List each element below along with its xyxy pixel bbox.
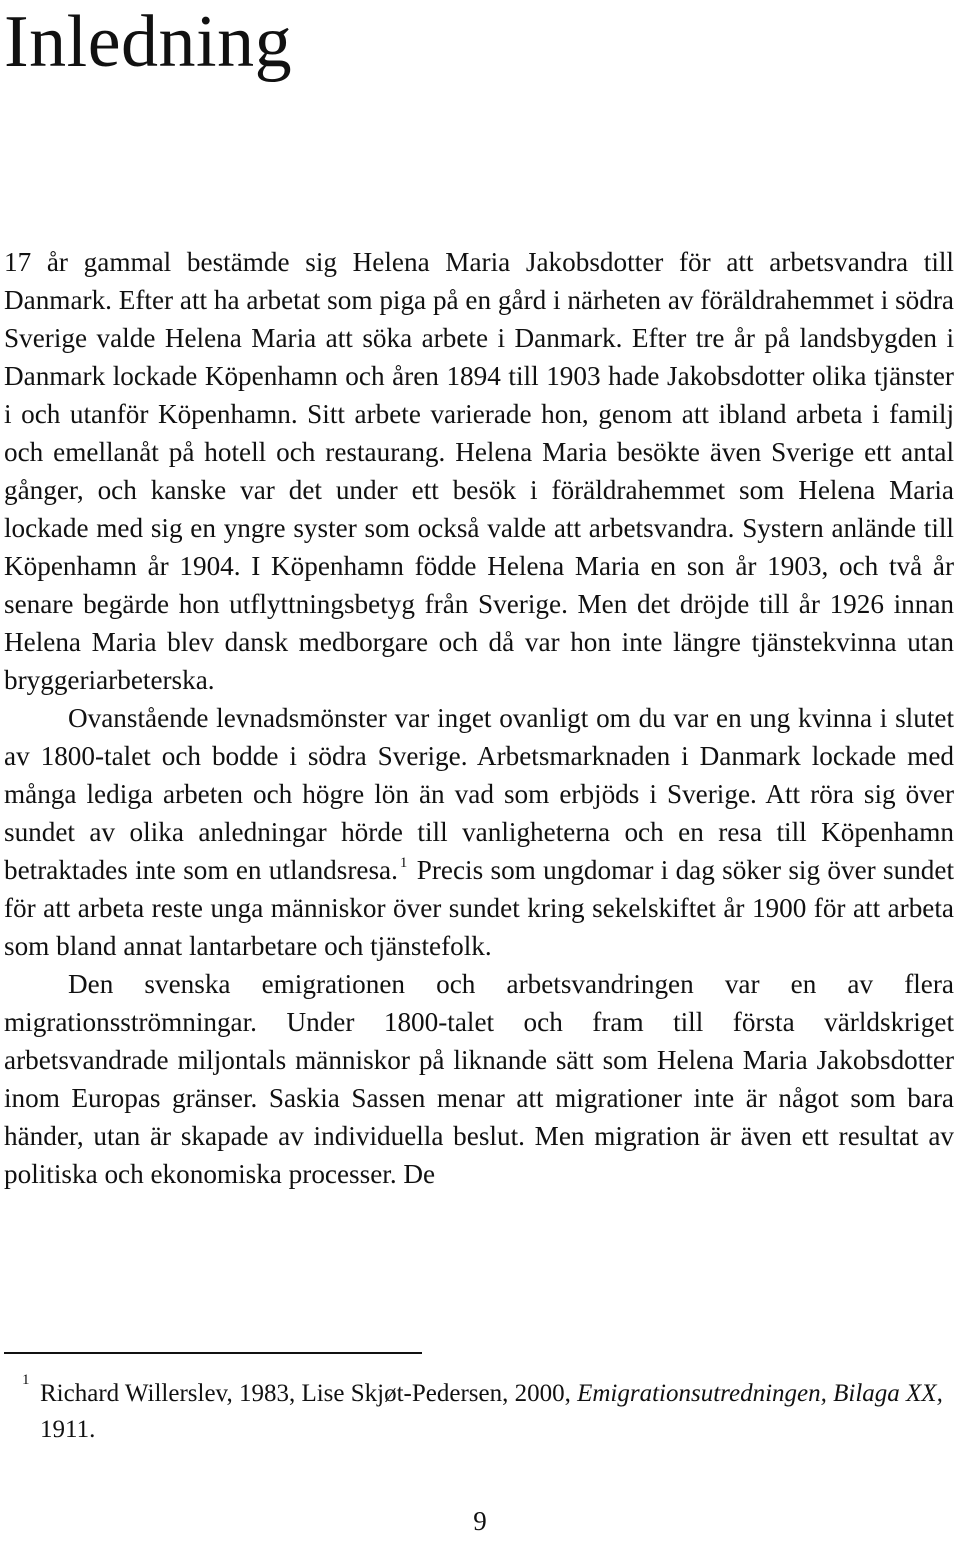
paragraph-2 (4, 699, 954, 965)
page-title: Inledning (4, 1, 293, 83)
paragraph-2-text-before-note: Ovanstående levnadsmönster var inget ovanligt om du var en ung kvinna i slutet av 1800-talet och bodde i södra Sverige. Arbetsmarknaden i Danmark lockade med många lediga arbeten och högre lön än vad som erbjöds i Sverige. Att röra sig över sundet av olika anledningar hörde till vanligheterna och en resa till Köpenhamn betraktades inte som en utlandsresa. (4, 703, 954, 885)
footnote-text (4, 1376, 954, 1448)
footnote-year: 1911. (40, 1416, 96, 1443)
footnote-title: Emigrationsutredningen, Bilaga XX, (577, 1380, 943, 1407)
paragraph-3: Den svenska emigrationen och arbetsvandringen var en av flera migrationsströmningar. Under 1800-talet och fram till första världskriget arbetsvandrade miljontals människor på liknande sätt som Helena Maria Jakobsdotter inom Europas gränser. Saskia Sassen menar att migrationer inte är något som bara händer, utan är skapade av individuella beslut. Men migration är även ett resultat av politiska och ekonomiska processer. De (4, 969, 954, 1189)
footnote-divider (4, 1352, 422, 1354)
footnote-reference[interactable]: 1 (399, 855, 408, 871)
footnote (4, 1372, 954, 1448)
footnote-mark: 1 (22, 1372, 30, 1388)
paragraph-1: 17 år gammal bestämde sig Helena Maria Jakobsdotter för att arbetsvandra till Danmark. Efter att ha arbetat som piga på en gård i närheten av föräldrahemmet i södra Sverige valde Helena Maria att söka arbete i Danmark. Efter tre år på landsbygden i Danmark lockade Köpenhamn och åren 1894 till 1903 hade Jakobsdotter olika tjänster i och utanför Köpenhamn. Sitt arbete varierade hon, genom att ibland arbeta i familj och emellanåt på hotell och restaurang. Helena Maria besökte även Sverige ett antal gånger, och kanske var det under ett besök i föräldrahemmet som Helena Maria lockade med sig en yngre syster som också valde att arbetsvandra. Systern anlände till Köpenhamn år 1904. I Köpenhamn födde Helena Maria en son år 1903, och två år senare begärde hon utflyttningsbetyg från Sverige. Men det dröjde till år 1926 innan Helena Maria blev dansk medborgare och då var hon inte längre tjänstekvinna utan bryggeriarbeterska. (4, 247, 954, 695)
footnote-citation: Richard Willerslev, 1983, Lise Skjøt-Pedersen, 2000, (40, 1380, 571, 1407)
body-text (4, 243, 954, 1193)
paragraph-2-text-after-note: Precis som ungdomar i dag söker sig över sundet för att arbeta reste unga människor över sundet kring sekelskiftet år 1900 för att arbeta som bland annat lantarbetare och tjänstefolk. (4, 855, 955, 961)
page-number: 9 (473, 1506, 487, 1536)
